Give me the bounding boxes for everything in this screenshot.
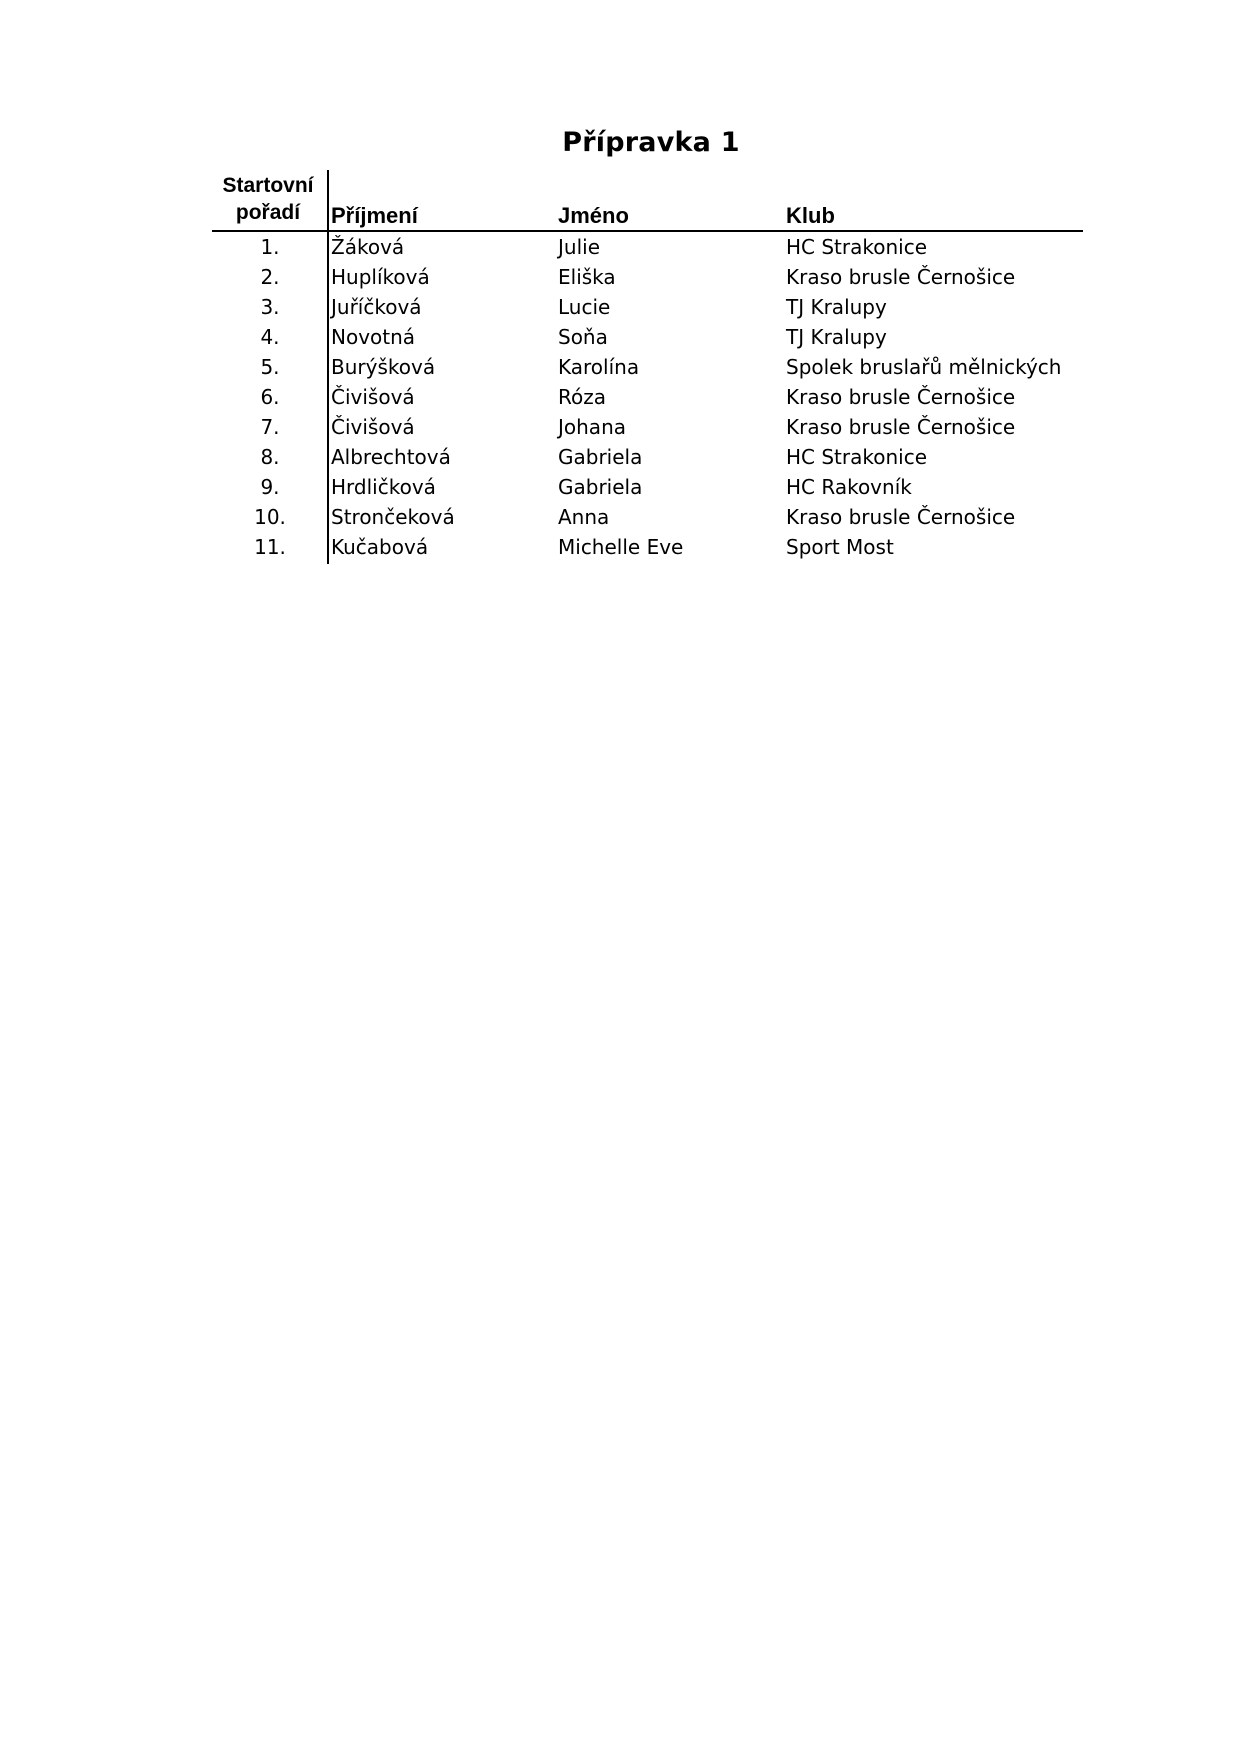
start-order-cell: 5.	[260, 355, 280, 379]
first-name-cell: Eliška	[558, 265, 616, 289]
table-row	[0, 442, 1240, 472]
document-title: Přípravka 1	[562, 127, 740, 158]
table-row	[0, 232, 1240, 262]
table-row	[0, 352, 1240, 382]
first-name-cell: Johana	[558, 415, 626, 439]
table-row	[0, 322, 1240, 352]
start-order-cell: 3.	[260, 295, 280, 319]
surname-cell: Albrechtová	[331, 445, 451, 469]
first-name-cell: Anna	[558, 505, 610, 529]
start-order-cell: 2.	[260, 265, 280, 289]
surname-cell: Čivišová	[331, 385, 415, 409]
first-name-cell: Gabriela	[558, 475, 643, 499]
start-order-cell: 8.	[260, 445, 280, 469]
first-name-cell: Michelle Eve	[558, 535, 684, 559]
club-cell: Sport Most	[786, 535, 894, 559]
surname-cell: Kučabová	[331, 535, 429, 559]
header-start-order-line2: pořadí	[235, 201, 301, 224]
club-cell: HC Strakonice	[786, 235, 928, 259]
surname-cell: Čivišová	[331, 415, 415, 439]
table-row	[0, 472, 1240, 502]
table-body	[0, 232, 1240, 562]
surname-cell: Žáková	[331, 235, 405, 259]
table-row	[0, 292, 1240, 322]
start-order-cell: 11.	[254, 535, 286, 559]
surname-cell: Novotná	[331, 325, 416, 349]
start-order-cell: 6.	[260, 385, 280, 409]
start-order-cell: 4.	[260, 325, 280, 349]
first-name-cell: Gabriela	[558, 445, 643, 469]
surname-cell: Huplíková	[331, 265, 430, 289]
start-order-cell: 9.	[260, 475, 280, 499]
club-cell: Kraso brusle Černošice	[786, 385, 1016, 409]
surname-cell: Strončeková	[331, 505, 455, 529]
first-name-cell: Lucie	[558, 295, 611, 319]
header-start-order	[212, 172, 324, 226]
header-start-order-line1: Startovní	[222, 174, 314, 197]
club-cell: HC Rakovník	[786, 475, 912, 499]
club-cell: Kraso brusle Černošice	[786, 265, 1016, 289]
table-row	[0, 262, 1240, 292]
header-surname: Příjmení	[331, 203, 418, 228]
header-first-name: Jméno	[558, 203, 629, 228]
start-order-cell: 1.	[260, 235, 280, 259]
table-row	[0, 412, 1240, 442]
table-row	[0, 382, 1240, 412]
first-name-cell: Soňa	[558, 325, 608, 349]
club-cell: Spolek bruslařů mělnických	[786, 355, 1062, 379]
club-cell: TJ Kralupy	[786, 295, 887, 319]
start-order-cell: 7.	[260, 415, 280, 439]
club-cell: Kraso brusle Černošice	[786, 505, 1016, 529]
surname-cell: Juříčková	[331, 295, 422, 319]
first-name-cell: Karolína	[558, 355, 640, 379]
start-order-cell: 10.	[254, 505, 286, 529]
first-name-cell: Julie	[558, 235, 600, 259]
club-cell: Kraso brusle Černošice	[786, 415, 1016, 439]
header-club: Klub	[786, 203, 835, 228]
table-row	[0, 532, 1240, 562]
first-name-cell: Róza	[558, 385, 606, 409]
club-cell: HC Strakonice	[786, 445, 928, 469]
table-row	[0, 502, 1240, 532]
surname-cell: Hrdličková	[331, 475, 436, 499]
club-cell: TJ Kralupy	[786, 325, 887, 349]
surname-cell: Burýšková	[331, 355, 436, 379]
